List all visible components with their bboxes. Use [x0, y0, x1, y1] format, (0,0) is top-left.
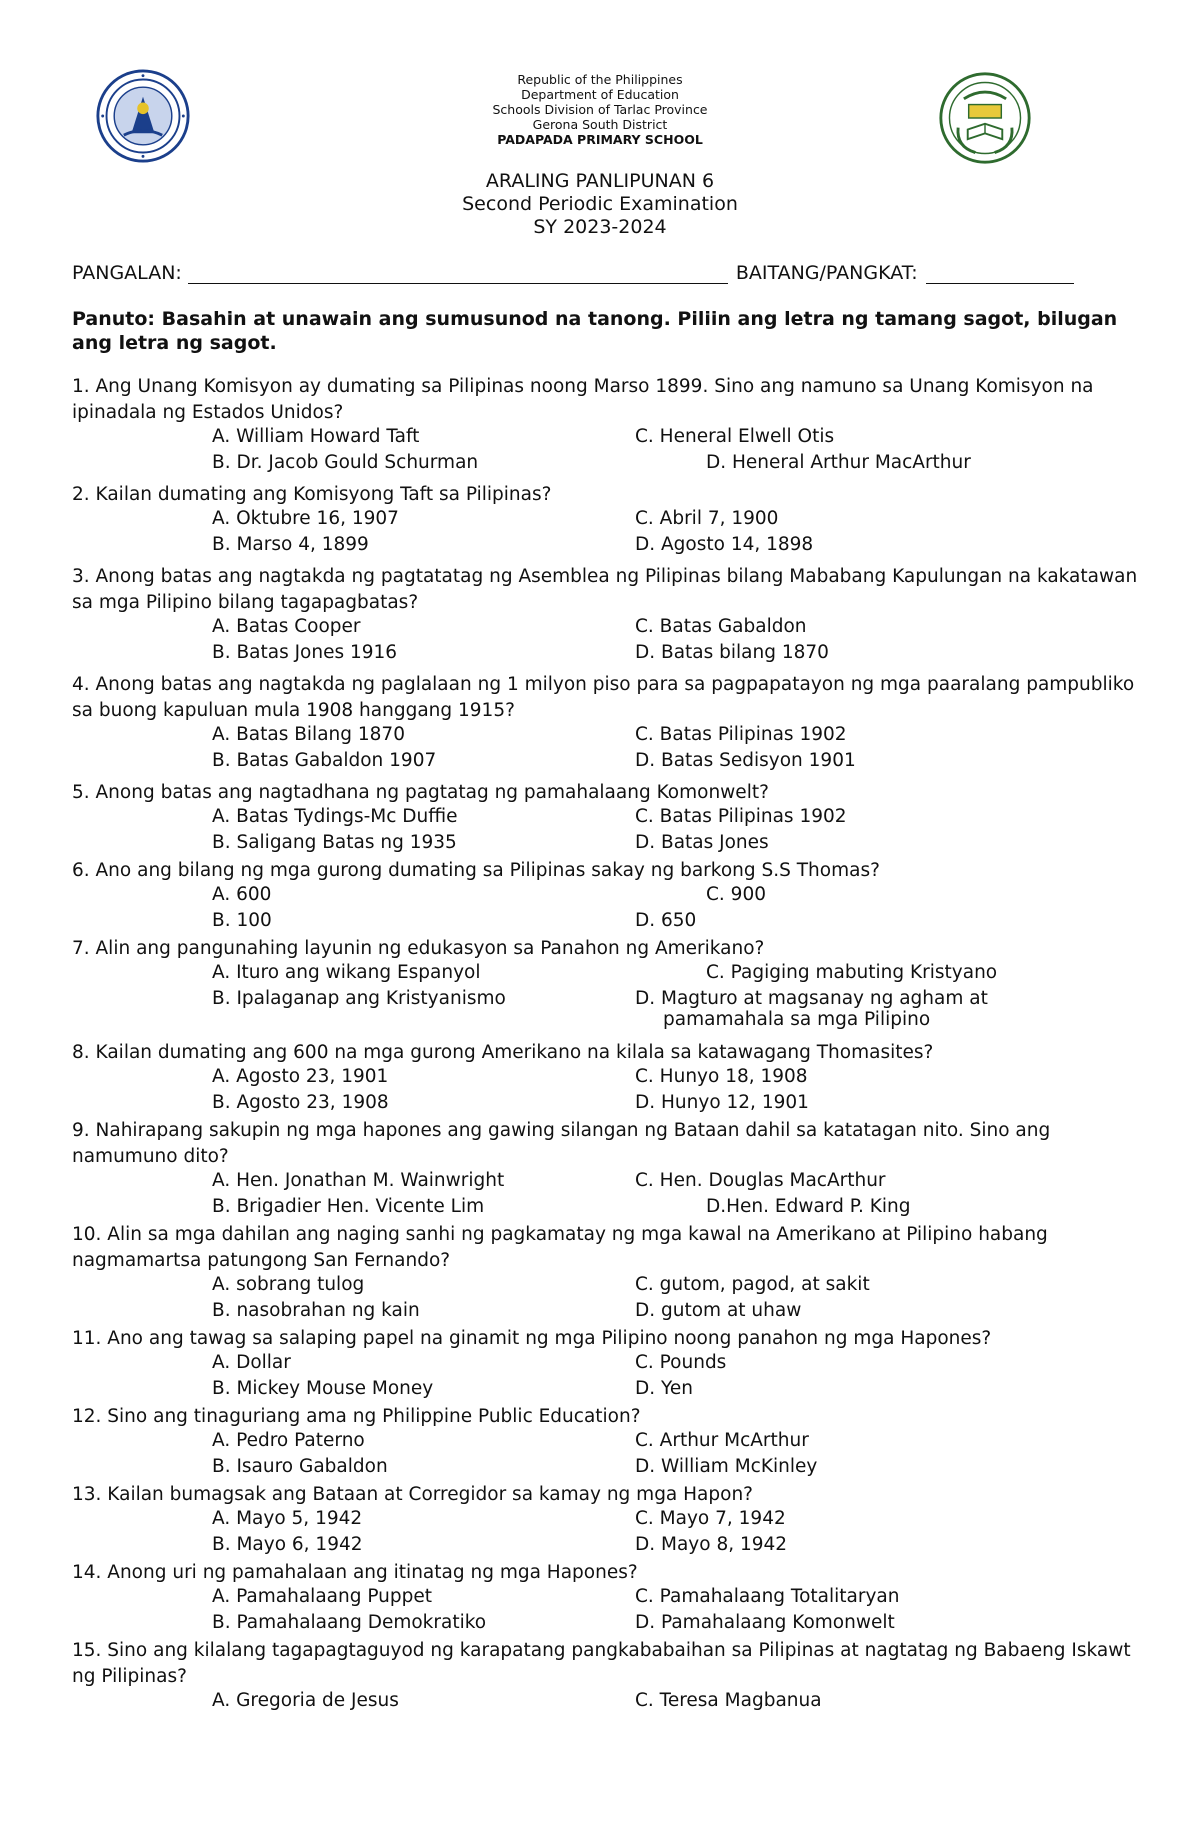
- school-logo-icon: [937, 70, 1033, 166]
- choice-d[interactable]: [635, 1534, 787, 1555]
- instructions: Panuto: Basahin at unawain ang sumusunod na tanong. Piliin ang letra ng tamang sagot, bilugan ang letra ng sagot.: [72, 308, 1118, 354]
- question-stem: 15. Sino ang kilalang tagapagtaguyod ng karapatang pangkababaihan sa Pilipinas at nagtatag ng Babaeng Iskawt ng Pilipinas?: [72, 1640, 1131, 1687]
- question-stem: 1. Ang Unang Komisyon ay dumating sa Pilipinas noong Marso 1899. Sino ang namuno sa Unang Komisyon na ipinadala ng Estados Unidos?: [72, 376, 1094, 423]
- choice-b[interactable]: B. 100: [212, 910, 272, 931]
- choice-c[interactable]: [635, 1430, 809, 1451]
- choice-row: [72, 724, 1142, 750]
- school-header: [0, 68, 1200, 148]
- choice-c-text: C. Batas Pilipinas 1902: [635, 724, 847, 745]
- choice-d[interactable]: [635, 832, 769, 853]
- choice-row: [72, 884, 1142, 910]
- choice-row: [72, 1586, 1142, 1612]
- header-department: Department of Education: [521, 87, 679, 102]
- name-field[interactable]: [188, 265, 728, 284]
- subject-title: ARALING PANLIPUNAN 6: [485, 170, 715, 192]
- choice-b[interactable]: B. Batas Jones 1916: [212, 642, 398, 663]
- question-11: [72, 1326, 1142, 1404]
- choice-row: [72, 616, 1142, 642]
- header-text: [380, 72, 820, 147]
- question-stem: 5. Anong batas ang nagtadhana ng pagtatag ng pamahalaang Komonwelt?: [72, 782, 769, 803]
- choice-row: [72, 750, 1142, 776]
- choice-a[interactable]: A. Batas Cooper: [212, 616, 361, 637]
- choice-c[interactable]: [635, 426, 834, 447]
- choice-row: [72, 1508, 1142, 1534]
- choice-c-text: C. Heneral Elwell Otis: [635, 426, 835, 447]
- choice-c[interactable]: [635, 1508, 786, 1529]
- choice-c[interactable]: [635, 1274, 870, 1295]
- header-division: Schools Division of Tarlac Province: [492, 102, 708, 117]
- choice-row: [72, 1300, 1142, 1326]
- question-14: [72, 1560, 1142, 1638]
- choice-a[interactable]: A. Batas Bilang 1870: [212, 724, 405, 745]
- choice-c-text: C. Pamahalaang Totalitaryan: [635, 1586, 900, 1607]
- choice-b[interactable]: B. Brigadier Hen. Vicente Lim: [212, 1196, 485, 1217]
- choice-d-text: D. Heneral Arthur MacArthur: [706, 452, 971, 473]
- choice-a[interactable]: A. Agosto 23, 1901: [212, 1066, 389, 1087]
- question-stem: 7. Alin ang pangunahing layunin ng edukasyon sa Panahon ng Amerikano?: [72, 938, 765, 959]
- choice-d[interactable]: [635, 988, 988, 1030]
- school-year: SY 2023-2024: [533, 216, 667, 238]
- question-8: [72, 1040, 1142, 1118]
- question-stem: 3. Anong batas ang nagtakda ng pagtatatag ng Asemblea ng Pilipinas bilang Mababang Kapulungan na kakatawan sa mga Pilipino bilang tagapagbatas?: [72, 566, 1138, 613]
- choice-row: [72, 1430, 1142, 1456]
- question-5: [72, 780, 1142, 858]
- choice-c[interactable]: [635, 1066, 808, 1087]
- choice-d[interactable]: [635, 1612, 895, 1633]
- choice-d-text: D. Batas Jones: [635, 832, 769, 853]
- question-10: [72, 1222, 1142, 1326]
- grade-section-label: BAITANG/PANGKAT:: [735, 262, 918, 284]
- question-stem: 8. Kailan dumating ang 600 na mga gurong Amerikano na kilala sa katawagang Thomasites?: [72, 1042, 934, 1063]
- choice-c-text: C. Mayo 7, 1942: [635, 1508, 786, 1529]
- choice-a[interactable]: A. Pedro Paterno: [212, 1430, 365, 1451]
- choice-row: [72, 1534, 1142, 1560]
- choice-d-text: D. Hunyo 12, 1901: [635, 1092, 809, 1113]
- choice-row: [72, 534, 1142, 560]
- choice-a[interactable]: A. sobrang tulog: [212, 1274, 365, 1295]
- choice-row: [72, 1274, 1142, 1300]
- grade-section-field[interactable]: [926, 265, 1074, 284]
- choice-row: [72, 1352, 1142, 1378]
- choice-d-text: D. William McKinley: [635, 1456, 818, 1477]
- choice-row: [72, 1170, 1142, 1196]
- choice-d-text: D. Batas Sedisyon 1901: [635, 750, 856, 771]
- choice-row: [72, 1378, 1142, 1404]
- question-list: [72, 374, 1142, 1716]
- choice-row: [72, 962, 1142, 988]
- choice-c-text: C. gutom, pagod, at sakit: [635, 1274, 870, 1295]
- choice-row: [72, 1066, 1142, 1092]
- choice-b[interactable]: B. Ipalaganap ang Kristyanismo: [212, 988, 506, 1009]
- choice-b[interactable]: B. nasobrahan ng kain: [212, 1300, 420, 1321]
- question-stem: 2. Kailan dumating ang Komisyong Taft sa Pilipinas?: [72, 484, 552, 505]
- choice-b[interactable]: B. Marso 4, 1899: [212, 534, 369, 555]
- question-stem: 6. Ano ang bilang ng mga gurong dumating sa Pilipinas sakay ng barkong S.S Thomas?: [72, 860, 880, 881]
- choice-d[interactable]: [635, 1300, 801, 1321]
- question-4: [72, 672, 1142, 776]
- choice-c-text: C. Abril 7, 1900: [635, 508, 779, 529]
- choice-row: [72, 910, 1142, 936]
- question-stem: 12. Sino ang tinaguriang ama ng Philippine Public Education?: [72, 1406, 641, 1427]
- choice-a[interactable]: A. William Howard Taft: [212, 426, 420, 447]
- choice-d[interactable]: [706, 452, 971, 473]
- choice-c[interactable]: [635, 616, 807, 637]
- choice-a[interactable]: A. Batas Tydings-Mc Duffie: [212, 806, 458, 827]
- choice-d-text: D. Yen: [635, 1378, 693, 1399]
- choice-d-continuation: pamamahala sa mga Pilipino: [663, 1009, 931, 1030]
- choice-d-text: D. Batas bilang 1870: [635, 642, 829, 663]
- question-stem: 14. Anong uri ng pamahalaan ang itinatag ng mga Hapones?: [72, 1562, 638, 1583]
- choice-d-text: D. gutom at uhaw: [635, 1300, 802, 1321]
- choice-d[interactable]: [635, 750, 856, 771]
- question-1: [72, 374, 1142, 478]
- choice-a[interactable]: A. Hen. Jonathan M. Wainwright: [212, 1170, 505, 1191]
- student-info-line: [72, 262, 1132, 284]
- exam-title: [0, 170, 1200, 239]
- choice-c-text: C. Hen. Douglas MacArthur: [635, 1170, 886, 1191]
- choice-row: [72, 1196, 1142, 1222]
- choice-d[interactable]: [635, 642, 829, 663]
- deped-seal-icon: [95, 68, 191, 164]
- choice-c[interactable]: [635, 1586, 899, 1607]
- question-7: [72, 936, 1142, 1040]
- choice-a[interactable]: A. Oktubre 16, 1907: [212, 508, 399, 529]
- choice-d[interactable]: [635, 534, 813, 555]
- choice-d[interactable]: [635, 1456, 817, 1477]
- choice-d[interactable]: [635, 910, 696, 931]
- choice-c[interactable]: [635, 508, 778, 529]
- exam-name: Second Periodic Examination: [462, 193, 738, 215]
- choice-row: [72, 1690, 1142, 1716]
- choice-d-text: D. Pamahalaang Komonwelt: [635, 1612, 895, 1633]
- choice-c[interactable]: [635, 1690, 822, 1711]
- question-15: [72, 1638, 1142, 1716]
- choice-b[interactable]: B. Pamahalaang Demokratiko: [212, 1612, 487, 1633]
- choice-c-text: C. Batas Gabaldon: [635, 616, 807, 637]
- choice-d-text: D. Magturo at magsanay ng agham at: [635, 988, 988, 1009]
- choice-c-text: C. Pounds: [635, 1352, 727, 1373]
- choice-c-text: C. Pagiging mabuting Kristyano: [706, 962, 998, 983]
- choice-a[interactable]: A. Dollar: [212, 1352, 291, 1373]
- choice-row: [72, 426, 1142, 452]
- header-republic: Republic of the Philippines: [517, 72, 683, 87]
- choice-c[interactable]: [706, 884, 766, 905]
- choice-b[interactable]: B. Dr. Jacob Gould Schurman: [212, 452, 479, 473]
- choice-c-text: C. Teresa Magbanua: [635, 1690, 822, 1711]
- choice-c[interactable]: [635, 806, 847, 827]
- question-stem: 13. Kailan bumagsak ang Bataan at Corregidor sa kamay ng mga Hapon?: [72, 1484, 754, 1505]
- name-label: PANGALAN:: [72, 262, 182, 284]
- choice-row: [72, 1612, 1142, 1638]
- choice-row: [72, 508, 1142, 534]
- choice-c[interactable]: [635, 724, 847, 745]
- choice-c-text: C. Hunyo 18, 1908: [635, 1066, 808, 1087]
- choice-a[interactable]: A. Pamahalaang Puppet: [212, 1586, 433, 1607]
- choice-c[interactable]: [635, 1352, 726, 1373]
- choice-d[interactable]: [635, 1092, 809, 1113]
- choice-c-text: C. Batas Pilipinas 1902: [635, 806, 847, 827]
- choice-a[interactable]: A. 600: [212, 884, 272, 905]
- choice-d-text: D. Mayo 8, 1942: [635, 1534, 788, 1555]
- choice-c[interactable]: [635, 1170, 886, 1191]
- choice-row: [72, 642, 1142, 668]
- choice-row: [72, 1092, 1142, 1118]
- header-school: PADAPADA PRIMARY SCHOOL: [497, 132, 703, 147]
- choice-c[interactable]: [706, 962, 997, 983]
- question-12: [72, 1404, 1142, 1482]
- choice-a[interactable]: A. Ituro ang wikang Espanyol: [212, 962, 481, 983]
- question-2: [72, 482, 1142, 560]
- question-stem: 9. Nahirapang sakupin ng mga hapones ang gawing silangan ng Bataan dahil sa katatagan nito. Sino ang namumuno dito?: [72, 1120, 1051, 1167]
- choice-b[interactable]: B. Batas Gabaldon 1907: [212, 750, 437, 771]
- choice-b[interactable]: B. Isauro Gabaldon: [212, 1456, 388, 1477]
- choice-d[interactable]: [635, 1378, 693, 1399]
- choice-d[interactable]: [706, 1196, 911, 1217]
- header-district: Gerona South District: [532, 117, 668, 132]
- choice-row: [72, 1456, 1142, 1482]
- choice-row: [72, 988, 1142, 1040]
- choice-a[interactable]: A. Mayo 5, 1942: [212, 1508, 363, 1529]
- choice-row: [72, 832, 1142, 858]
- choice-b[interactable]: B. Saligang Batas ng 1935: [212, 832, 457, 853]
- choice-b[interactable]: B. Mickey Mouse Money: [212, 1378, 434, 1399]
- choice-c-text: C. Arthur McArthur: [635, 1430, 809, 1451]
- choice-row: [72, 452, 1142, 478]
- question-6: [72, 858, 1142, 936]
- choice-d-text: D.Hen. Edward P. King: [706, 1196, 911, 1217]
- question-stem: 4. Anong batas ang nagtakda ng paglalaan ng 1 milyon piso para sa pagpapatayon ng mga paaralang pampubliko sa buong kapuluan mula 1908 hanggang 1915?: [72, 674, 1135, 721]
- choice-d-text: D. Agosto 14, 1898: [635, 534, 814, 555]
- choice-a[interactable]: A. Gregoria de Jesus: [212, 1690, 399, 1711]
- question-3: [72, 564, 1142, 668]
- choice-b[interactable]: B. Agosto 23, 1908: [212, 1092, 389, 1113]
- choice-c-text: C. 900: [706, 884, 766, 905]
- question-stem: 11. Ano ang tawag sa salaping papel na ginamit ng mga Pilipino noong panahon ng mga Hapones?: [72, 1328, 992, 1349]
- choice-b[interactable]: B. Mayo 6, 1942: [212, 1534, 363, 1555]
- question-stem: 10. Alin sa mga dahilan ang naging sanhi ng pagkamatay ng mga kawal na Amerikano at Pilipino habang nagmamartsa patungong San Fernando?: [72, 1224, 1048, 1271]
- question-9: [72, 1118, 1142, 1222]
- question-13: [72, 1482, 1142, 1560]
- choice-row: [72, 806, 1142, 832]
- choice-d-text: D. 650: [635, 910, 697, 931]
